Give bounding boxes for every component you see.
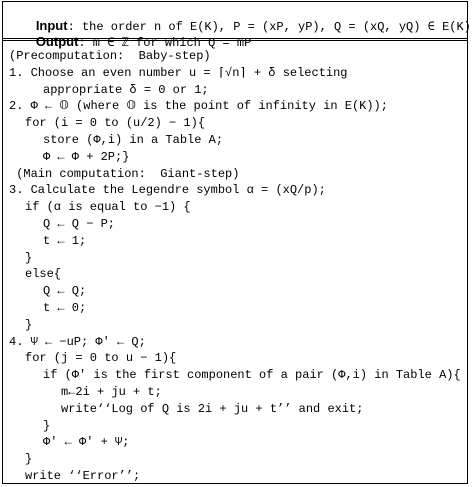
algorithm-line: Φ ← Φ + 2P;} (43, 149, 130, 164)
header-divider-bottom (3, 40, 467, 41)
algorithm-line: store (Φ,i) in a Table A; (43, 133, 224, 147)
algorithm-line: Q ← Q; (43, 284, 87, 299)
algorithm-line: (Precomputation: Baby-step) (9, 49, 211, 63)
algorithm-line: } (25, 452, 33, 467)
algorithm-line: t ← 0; (43, 301, 87, 315)
algorithm-line: 1. Choose an even number u = ⌈√n⌉ + δ selecting (9, 65, 348, 80)
output-text: : m ∈ ℤ for which Q = mP (78, 36, 252, 50)
algorithm-line: appropriate δ = 0 or 1; (43, 82, 209, 97)
algorithm-line: } (43, 418, 51, 433)
algorithm-line: m←2i + ju + t; (61, 385, 162, 399)
algorithm-line: t ← 1; (43, 233, 87, 248)
algorithm-line: Φ′ ← Φ′ + Ψ; (43, 435, 130, 450)
algorithm-line: } (25, 250, 33, 265)
input-label: Input (35, 18, 68, 33)
algorithm-line: } (25, 317, 33, 332)
algorithm-line: for (i = 0 to (u/2) − 1){ (25, 116, 206, 131)
algorithm-line: Q ← Q − P; (43, 217, 116, 231)
algorithm-line: else{ (25, 267, 62, 282)
algorithm-line: write ‘‘Error’’; (25, 469, 141, 483)
output-label: Output (35, 34, 79, 49)
algorithm-box (2, 1, 471, 484)
algorithm-line: 2. Φ ← 𝕆 (where 𝕆 is the point of infinity in E(K)); (9, 99, 388, 114)
algorithm-line: (Main computation: Giant-step) (9, 166, 240, 181)
algorithm-line: if (Φ′ is the first component of a pair (Φ,i) in Table A){ (43, 368, 461, 383)
algorithm-line: for (j = 0 to u − 1){ (25, 351, 177, 366)
header-divider-top (3, 38, 467, 39)
algorithm-line: 4. Ψ ← −uP; Φ′ ← Q; (9, 334, 146, 349)
algorithm-line: 3. Calculate the Legendre symbol α = (xQ/p); (9, 183, 326, 198)
algorithm-line: write‘‘Log of Q is 2i + ju + t’’ and exit; (61, 401, 364, 416)
algorithm-line: if (α is equal to −1) { (25, 200, 191, 215)
input-text: : the order n of E(K), P = (xP, yP), Q = (xQ, yQ) ∈ E(K) (67, 20, 471, 34)
